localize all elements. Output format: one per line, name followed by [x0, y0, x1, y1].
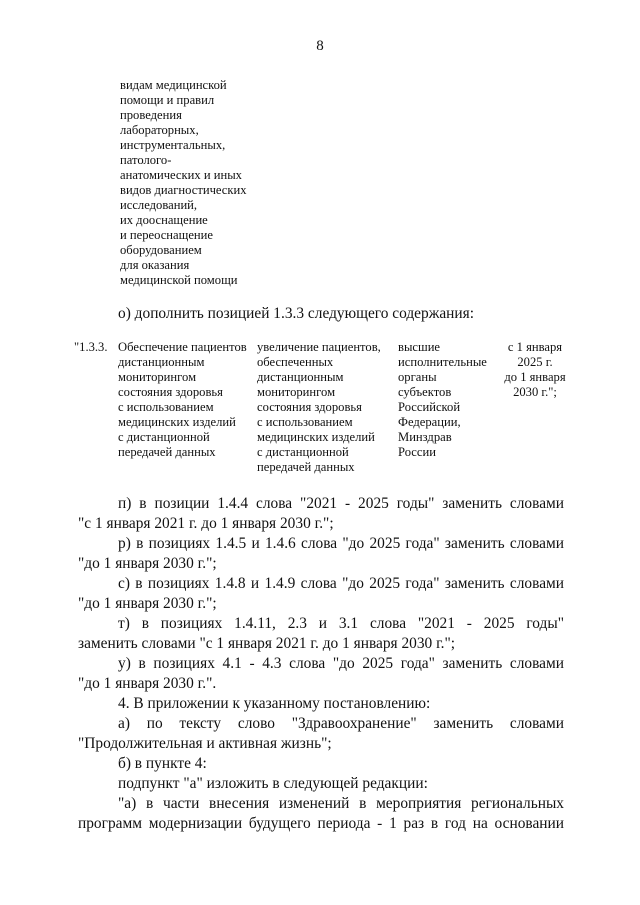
- cell-line: обеспеченных: [257, 355, 334, 369]
- paragraph-line: заменить словами "с 1 января 2021 г. до 1 января 2030 г.";: [78, 635, 456, 652]
- paragraph-line: "Продолжительная и активная жизнь";: [78, 735, 332, 752]
- paragraph-line: 4. В приложении к указанному постановлению:: [118, 695, 431, 712]
- cell-line: помощи и правил: [120, 93, 215, 107]
- cell-line: с использованием: [118, 400, 214, 414]
- cell-line: передачей данных: [257, 460, 355, 474]
- paragraph-line: подпункт "а" изложить в следующей редакции:: [118, 775, 428, 792]
- cell-line: субъектов: [398, 385, 452, 399]
- cell-line: передачей данных: [118, 445, 216, 459]
- table-row-number: "1.3.3.: [74, 340, 108, 354]
- paragraph-line: т) в позициях 1.4.11, 2.3 и 3.1 слова "2021 - 2025 годы": [118, 615, 564, 632]
- cell-line: медицинской помощи: [120, 273, 238, 287]
- paragraph-line: р) в позициях 1.4.5 и 1.4.6 слова "до 2025 года" заменить словами: [118, 535, 564, 552]
- cell-line: медицинских изделий: [118, 415, 236, 429]
- cell-line: состояния здоровья: [257, 400, 362, 414]
- cell-line: органы: [398, 370, 437, 384]
- cell-line: их дооснащение: [120, 213, 208, 227]
- cell-line: дистанционным: [118, 355, 205, 369]
- cell-line: 2025 г.: [517, 355, 553, 369]
- cell-line: анатомических и иных: [120, 168, 242, 182]
- cell-line: высшие: [398, 340, 441, 354]
- table-cell-task: [118, 340, 247, 460]
- cell-line: увеличение пациентов,: [257, 340, 381, 354]
- cell-line: проведения: [120, 108, 182, 122]
- paragraph-line: с) в позициях 1.4.8 и 1.4.9 слова "до 2025 года" заменить словами: [118, 575, 564, 592]
- cell-line: с 1 января: [507, 340, 563, 354]
- page-number: 8: [316, 38, 324, 54]
- table-cell-executors: [398, 340, 487, 460]
- paragraph-line: "до 1 января 2030 г.";: [78, 555, 217, 572]
- table-cell-deadline: [496, 340, 574, 400]
- cell-line: патолого-: [120, 153, 172, 167]
- cell-line: мониторингом: [257, 385, 336, 399]
- cell-line: дистанционным: [257, 370, 344, 384]
- cell-line: лабораторных,: [120, 123, 199, 137]
- cell-line: инструментальных,: [120, 138, 226, 152]
- cell-line: России: [398, 445, 436, 459]
- cell-line: видов диагностических: [120, 183, 247, 197]
- paragraph-line: п) в позиции 1.4.4 слова "2021 - 2025 годы" заменить словами: [118, 495, 564, 512]
- cell-line: Минздрав: [398, 430, 452, 444]
- paragraph-line: у) в позициях 4.1 - 4.3 слова "до 2025 года" заменить словами: [118, 655, 564, 672]
- cell-line: с дистанционной: [118, 430, 210, 444]
- cell-line: состояния здоровья: [118, 385, 223, 399]
- table-continuation-cell: [120, 78, 247, 288]
- cell-line: для оказания: [120, 258, 190, 272]
- cell-line: оборудованием: [120, 243, 202, 257]
- paragraph-line: "до 1 января 2030 г.".: [78, 675, 217, 692]
- cell-line: Обеспечение пациентов: [118, 340, 247, 354]
- cell-line: Федерации,: [398, 415, 461, 429]
- item-o-paragraph: о) дополнить позицией 1.3.3 следующего содержания:: [118, 305, 474, 322]
- paragraph-line: а) по тексту слово "Здравоохранение" заменить словами: [118, 715, 564, 732]
- cell-line: 2030 г.";: [513, 385, 557, 399]
- paragraph-line: "а) в части внесения изменений в мероприятия региональных: [118, 795, 564, 812]
- cell-line: с дистанционной: [257, 445, 349, 459]
- cell-line: с использованием: [257, 415, 353, 429]
- cell-line: Российской: [398, 400, 461, 414]
- paragraph-line: б) в пункте 4:: [118, 755, 207, 772]
- cell-line: исследований,: [120, 198, 198, 212]
- cell-line: мониторингом: [118, 370, 197, 384]
- cell-line: и переоснащение: [120, 228, 213, 242]
- paragraph-line: "с 1 января 2021 г. до 1 января 2030 г.";: [78, 515, 334, 532]
- cell-line: видам медицинской: [120, 78, 227, 92]
- paragraph-line: "до 1 января 2030 г.";: [78, 595, 217, 612]
- paragraph-line: программ модернизации будущего периода - 1 раз в год на основании: [78, 815, 564, 832]
- cell-line: исполнительные: [398, 355, 487, 369]
- cell-line: до 1 января: [504, 370, 566, 384]
- table-cell-result: [257, 340, 381, 475]
- cell-line: медицинских изделий: [257, 430, 375, 444]
